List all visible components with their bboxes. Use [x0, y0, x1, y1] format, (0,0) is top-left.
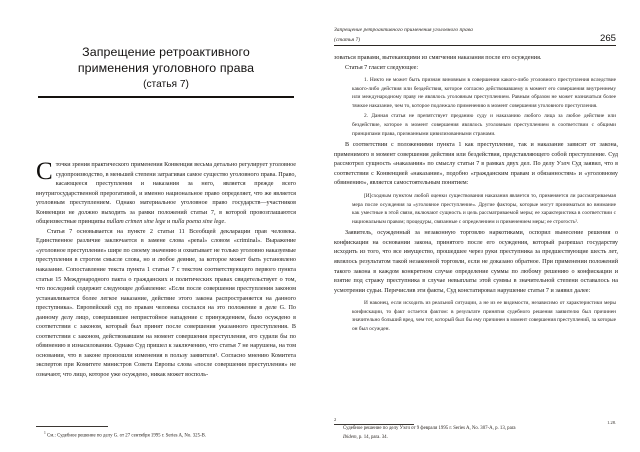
page-number: 265 — [599, 33, 616, 44]
paragraph-confiscation-case: Заявитель, осужденный за незаконную торговлю наркотиками, оспорил вынесение решения о конфискации на основании закона, принятого после его осуждения, который разрешал государству исходить из того, что все имущество, прошедшее через руки преступника за предшествующие шесть лет, являлось результатом такой незаконной торговли, если не доказано обратное. При применении положений такого закона в каждом конкретном случае определение суммы по любому решению о конфискации и взятие под стражу преступника в случае невыплаты этой суммы в значительной степени оставалось на усмотрении судьи. Перечислив эти факты, Суд констатировал нарушение статьи 7 и заявил далее: — [334, 230, 618, 294]
running-head — [334, 26, 618, 46]
left-footnote-area — [36, 426, 296, 440]
opener-whitespace — [36, 98, 296, 161]
right-page-body — [334, 54, 618, 334]
footnote-ibidem-label: Ibidem — [343, 434, 357, 440]
paragraph-article-7-basis: Статья 7 основывается на пункте 2 статьи 11 Всеобщей декларации прав человека. Единственное различие заключается в замене слова «penal» словом «criminal». Выражение «уголовное преступление» шире по своему значению и охватывает не только уголовно наказуемые преступления в строгом смысле слова, но и любое деяние, за которое может быть установлено наказание. Сопоставление текста пункта 1 статьи 7 с текстом соответствующего первого пункта статьи 15 Международного пакта о гражданских и политических правах свидетельствует о том, что последний содержит следующее добавление: «Если после совершения преступления законом устанавливается более легкое наказание, действие этого закона распространяется на данного преступника». Европейский суд по правам человека сослался на это положение в деле G. По данному делу лицо, совершившее непристойное нападение с принуждением, было осуждено в соответствии с законом, который был принят после совершения указанного преступления. В соответствии с законом, действовавшим на момент совершения преступления, его судили бы по обвинению в изнасиловании. Однако Суд пришел к заключению, что статья 7 не нарушена, на том основании, что в законе произошли изменения в пользу заявителя¹. Согласно мнению Комитета экспертов при Комитете министров Совета Европы слова «после совершения преступления» не означают, что лицо, которое уже осуждено, никак может восполь- — [36, 228, 296, 379]
footnote-digit-marker: 2 — [334, 417, 337, 422]
footnote-para-number: 1.28. — [607, 420, 616, 425]
chapter-article-label: (статья 7) — [143, 79, 189, 90]
quote-court-conclusion — [352, 299, 618, 333]
quote-welch-criteria — [352, 192, 618, 226]
footnote-entry-welch — [334, 420, 618, 434]
chapter-title-line-2: применения уголовного права — [77, 61, 255, 75]
footnote-marker: 1 — [44, 431, 46, 436]
quote-item: 2. Данная статья не препятствует преданию суду и наказанию любого лица за любое действие или бездействие, которое в момент совершения являлось уголовным преступлением в соответствии с общими принципами права, признанными цивилизованными странами. — [352, 113, 616, 137]
footnote-entry-ibidem — [334, 434, 618, 443]
footnote-separator-rule — [36, 426, 108, 427]
footnote-text: Судебное решение по делу Уэлч от 9 февраля 1995 г. Series A, No. 307-A, p. 13, para — [343, 426, 516, 431]
right-footnote-area — [334, 417, 618, 442]
running-head-article: (статья 7) — [334, 37, 361, 43]
quote-item: 1. Никто не может быть признан виновным в совершении какого-либо уголовного преступления вследствие какого-либо действия или бездействия, которое согласно действовавшему в момент его совершения внутреннему или международному праву не являлось уголовным преступлением. Равным образом не может назначаться более тяжкое наказание, чем то, которое подлежало применению в момент совершения уголовного преступления. — [352, 77, 616, 109]
quote-item: И наконец, если исходить из реальной ситуации, а не из ее видимости, независимо от характеристики меры конфискации, то факт остается фактом: в результате принятия судебного решения заявителю был причинен значительно больший вред, чем тот, который был бы ему причинен в момент совершения преступлений, за которые он был осужден. — [352, 300, 616, 332]
paragraph-opening-conjunction: и — [165, 219, 172, 226]
paragraph-opening — [36, 158, 296, 228]
quote-item: [И]сходным пунктом любой оценки существования наказания является то, применяется ли рассматриваемая мера после осуждения за «уголовное преступление». Другие факторы, которые могут приниматься во внимание как уместные в этой связи, включают сущность и цель рассматриваемой меры; ее характеристика в соответствии с национальным правом; процедуры, связанные с определением и применением меры; ее строгость². — [352, 192, 616, 225]
latin-maxim-2: nulla poena sine lege — [171, 219, 225, 226]
latin-maxim-1: nullam crimen sine lege — [106, 219, 166, 226]
paragraph-opening-text: точки зрения практического применения Конвенция весьма детально регулирует уголовное судопроизводство, в меньшей степени затрагивая самое существо уголовного права. Право, касающееся преступления и наказания за него, является прежде всего внутригосударственной прерогативой, и именно национальное право определяет, что же является уголовным преступлением. Однако материальное уголовное право государств—участников Конвенции не должно выходить за рамки положений статьи 7, в которой провозглашаются общеизвестные принципы — [36, 162, 296, 226]
footnote-text: См.: Судебное решение по делу G. от 27 сентября 1995 г. Series A, No. 325-B. — [47, 434, 207, 439]
footnote-entry — [36, 430, 296, 440]
chapter-heading — [36, 44, 296, 92]
right-page — [320, 0, 640, 452]
footnote-ibidem-locator: , p. 14, para. 34. — [356, 434, 388, 440]
chapter-title-line-1: Запрещение ретроактивного — [82, 45, 250, 59]
paragraph-lead-in: Статья 7 гласит следующее: — [345, 64, 419, 71]
running-head-rule — [334, 45, 616, 46]
paragraph-punishment-analysis: В соответствии с положениями пункта 1 как преступление, так и наказание зависят от закона, применимого в момент совершения действия или бездействия, представляющего собой преступление. Суд рассмотрел сущность «наказания» по смыслу статьи 7 в рамках двух дел. По делу Уэлч Суд заявил, что в соответствии с Конвенцией «наказание», подобно «гражданским правам и обязанностям» и «уголовному обвинению», является самостоятельным понятием: — [334, 142, 618, 187]
running-head-title: Запрещение ретроактивного применения уголовного права — [334, 27, 473, 33]
paragraph-opening-end: . — [224, 219, 226, 226]
paragraph-continuation: зоваться правами, вытекающими из смягчения наказания после его осуждения. — [334, 55, 542, 61]
quote-article-7-text — [352, 76, 618, 138]
drop-cap: С — [36, 158, 53, 185]
